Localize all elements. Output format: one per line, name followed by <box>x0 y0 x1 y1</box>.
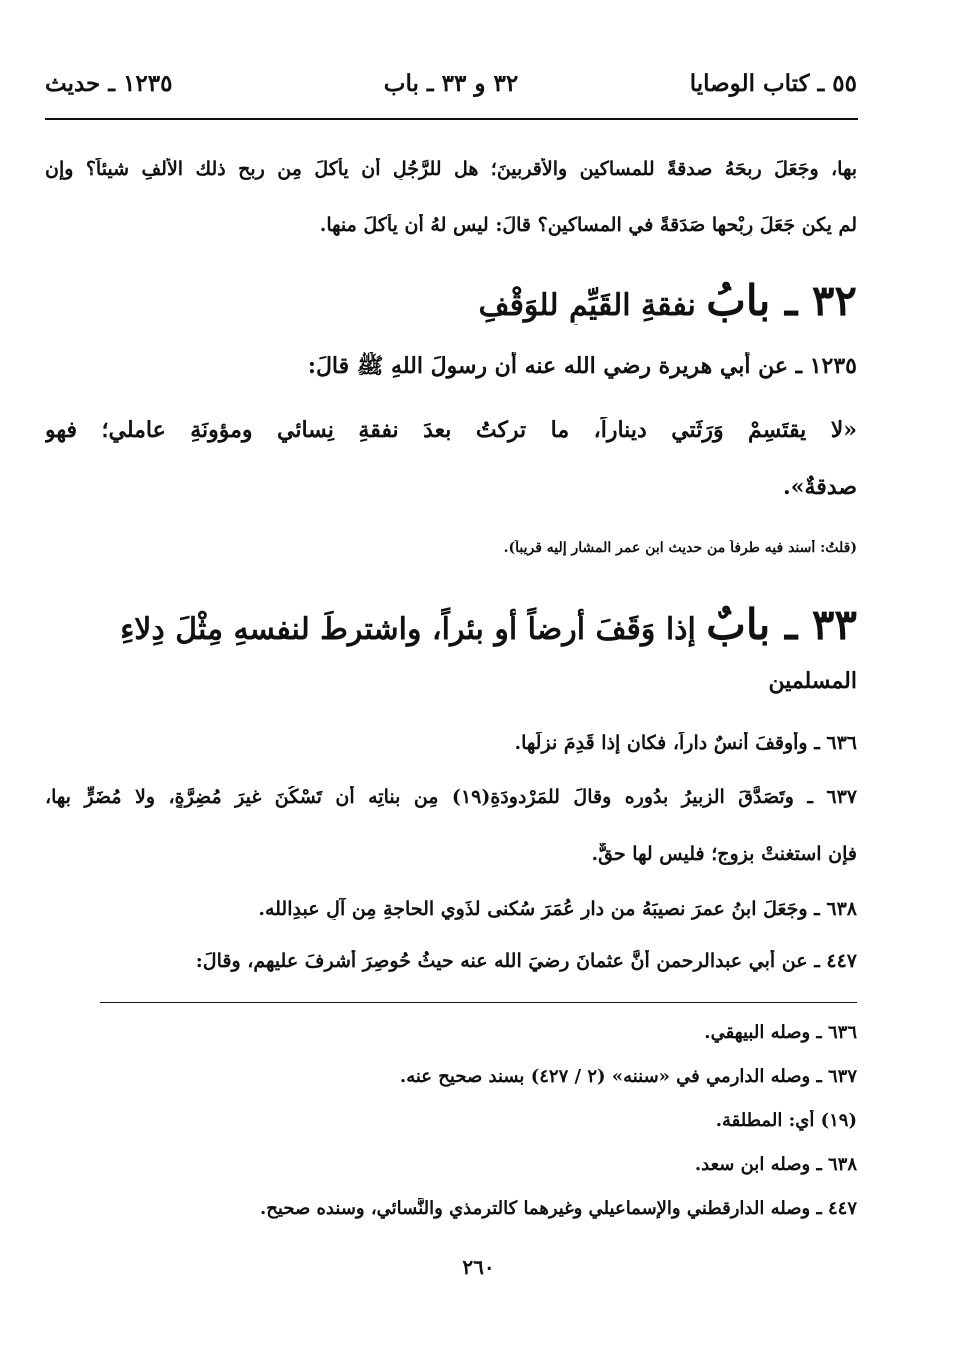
bab-33-title: إذا وَقَفَ أرضاً أو بئراً، واشترطَ لنفسهِ مِثْلَ دِلاءِ <box>120 612 696 647</box>
footnote-638: ٦٣٨ ـ وصله ابن سعد. <box>694 1154 857 1175</box>
intro-line-2: لم يكن جَعَلَ رِبْحها صَدَقةً في المساكين؟ قالَ: ليس لهُ أن يأكلَ منها. <box>319 214 857 236</box>
header-rule <box>45 118 858 120</box>
item-636: ٦٣٦ ـ وأوقفَ أنسٌ داراً، فكان إذا قَدِمَ نزلَها. <box>514 732 857 754</box>
running-header <box>45 70 857 104</box>
hadith-1235-intro: ١٢٣٥ ـ عن أبي هريرة رضي الله عنه أن رسولَ اللهِ ﷺ قالَ: <box>307 353 857 379</box>
hadith-447: ٤٤٧ ـ عن أبي عبدالرحمنِ أنَّ عثمانَ رضيَ الله عنه حيثُ حُوصِرَ أشرفَ عليهم، وقالَ: <box>195 950 857 972</box>
hadith-1235-text-line-2: صدقةٌ». <box>783 474 857 500</box>
bab-33-heading <box>45 600 857 649</box>
footnote-637: ٦٣٧ ـ وصله الدارمي في «سننه» (٢ / ٤٢٧) بسند صحيح عنه. <box>399 1066 857 1087</box>
qultu-note: (قلتُ: أسند فيه طرفاً من حديث ابن عمر المشار إليه قريباً). <box>503 540 857 556</box>
item-637-line-2: فإن استغنتْ بزوجٍ؛ فليس لها حقٌّ. <box>591 843 857 865</box>
bab-33-number: ٣٣ ـ بابٌ <box>706 600 857 649</box>
item-638: ٦٣٨ ـ وجَعَلَ ابنُ عمرَ نصيبَهُ من دارِ عُمَرَ سُكنى لذَوِي الحاجةِ مِن آلِ عبدِالله. <box>258 898 857 920</box>
footnote-636: ٦٣٦ ـ وصله البيهقي. <box>704 1022 857 1043</box>
bab-32-title: نفقةِ القَيِّمِ للوَقْفِ <box>478 288 696 323</box>
header-hadith-number: ١٢٣٥ ـ حديث <box>45 70 173 97</box>
footnote-rule <box>100 1002 857 1003</box>
header-chapter: ٥٥ ـ كتاب الوصايا <box>689 70 857 97</box>
bab-33-title-continued: المسلمين <box>768 668 857 694</box>
bab-32-heading <box>45 276 857 325</box>
bab-32-number: ٣٢ ـ بابُ <box>706 276 857 325</box>
footnote-447: ٤٤٧ ـ وصله الدارقطني والإسماعيلي وغيرهما كالترمذي والنَّسائي، وسنده صحيح. <box>260 1198 857 1219</box>
header-chapters-range: ٣٢ و ٣٣ ـ باب <box>383 70 519 97</box>
footnote-19: (١٩) أي: المطلقة. <box>715 1110 857 1131</box>
intro-line-1: بها، وجَعَلَ ربحَهُ صدقةً للمساكينِ والأقربينَ؛ هل للرَّجُلِ أن يأكلَ مِن ربحِ ذلك الألفِ شيئاً؟ وإن <box>45 158 857 180</box>
item-637-line-1: ٦٣٧ ـ وتَصَدَّقَ الزبيرُ بدُورِه وقالَ للمَرْدودَةِ(١٩) مِن بناتِه أن تَسْكُنَ غيرَ مُضِرَّةٍ، ولا مُضَرٍّ بها، <box>45 786 857 808</box>
hadith-1235-text-line-1: «لا يقتَسِمْ وَرَثَتي ديناراً، ما تركتُ بعدَ نفقةِ نِسائي ومؤونَةِ عاملي؛ فهو <box>45 417 857 443</box>
page-number: ٢٦٠ <box>462 1255 495 1279</box>
